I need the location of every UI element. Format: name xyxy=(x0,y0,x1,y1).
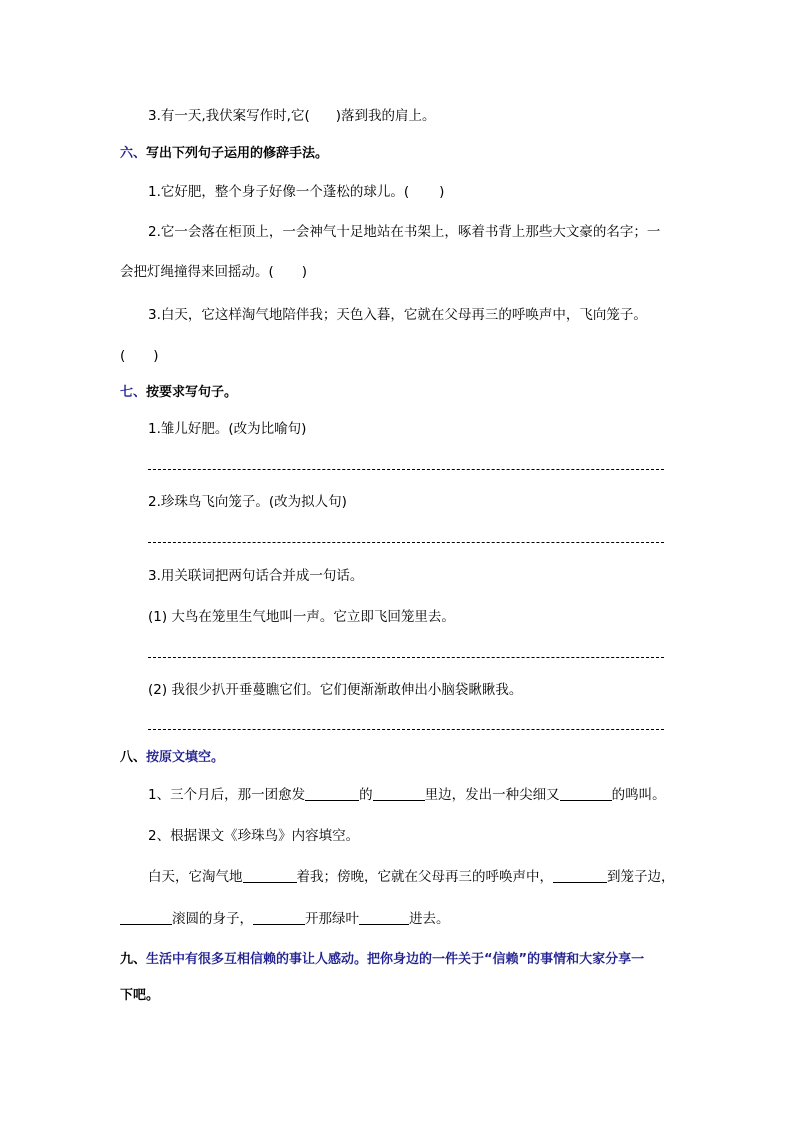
question-7-1: 1.雏儿好肥。(改为比喻句) xyxy=(148,421,307,437)
answer-line[interactable] xyxy=(148,469,664,470)
question-7-2: 2.珍珠鸟飞向笼子。(改为拟人句) xyxy=(148,494,347,510)
section-9-heading-line1: 九、生活中有很多互相信赖的事让人感动。把你身边的一件关于“信赖”的事情和大家分享一 xyxy=(120,952,645,967)
question-8-2-line1: 白天，它淘气地 着我；傍晚，它就在父母再三的呼唤声中， 到笼子边， xyxy=(148,869,675,885)
fill-blank[interactable] xyxy=(373,786,425,801)
fill-blank[interactable] xyxy=(305,786,359,801)
question-7-3-2: (2) 我很少扒开垂蔓瞧它们。它们便渐渐敢伸出小脑袋瞅瞅我。 xyxy=(148,682,523,698)
question-6-2-line2: 会把灯绳撞得来回摇动。( ) xyxy=(120,264,308,280)
fill-blank[interactable] xyxy=(253,910,305,925)
question-7-3-1: (1) 大鸟在笼里生气地叫一声。它立即飞回笼里去。 xyxy=(148,609,455,625)
question-7-3: 3.用关联词把两句话合并成一句话。 xyxy=(148,568,364,584)
answer-line[interactable] xyxy=(148,729,664,730)
section-7-heading: 七、按要求写句子。 xyxy=(120,385,238,400)
question-6-3-line2: ( ) xyxy=(120,348,159,364)
fill-blank[interactable] xyxy=(553,868,607,883)
fill-blank[interactable] xyxy=(120,910,172,925)
question-6-1: 1.它好肥，整个身子好像一个蓬松的球儿。( ) xyxy=(148,184,445,200)
question-8-2-line2: 滚圆的身子， 开那绿叶 进去。 xyxy=(120,909,450,929)
section-9-heading-line2: 下吧。 xyxy=(120,988,160,1003)
section-8-heading: 八、按原文填空。 xyxy=(120,750,225,765)
fill-blank[interactable] xyxy=(243,868,297,883)
question-6-2-line1: 2.它一会落在柜顶上，一会神气十足地站在书架上，啄着书背上那些大文豪的名字；一 xyxy=(148,224,661,240)
question-6-3-line1: 3.白天，它这样淘气地陪伴我；天色入暮，它就在父母再三的呼唤声中，飞向笼子。 xyxy=(148,307,647,323)
question-8-2: 2、根据课文《珍珠鸟》内容填空。 xyxy=(148,828,360,844)
answer-line[interactable] xyxy=(148,542,664,543)
fill-blank[interactable] xyxy=(359,910,409,925)
question-8-1: 1、三个月后，那一团愈发 的 里边，发出一种尖细又 的鸣叫。 xyxy=(148,787,666,803)
question-5-3: 3.有一天,我伏案写作时,它( )落到我的肩上。 xyxy=(148,108,436,124)
fill-blank[interactable] xyxy=(560,786,612,801)
section-6-heading: 六、写出下列句子运用的修辞手法。 xyxy=(120,146,329,161)
answer-line[interactable] xyxy=(148,657,664,658)
